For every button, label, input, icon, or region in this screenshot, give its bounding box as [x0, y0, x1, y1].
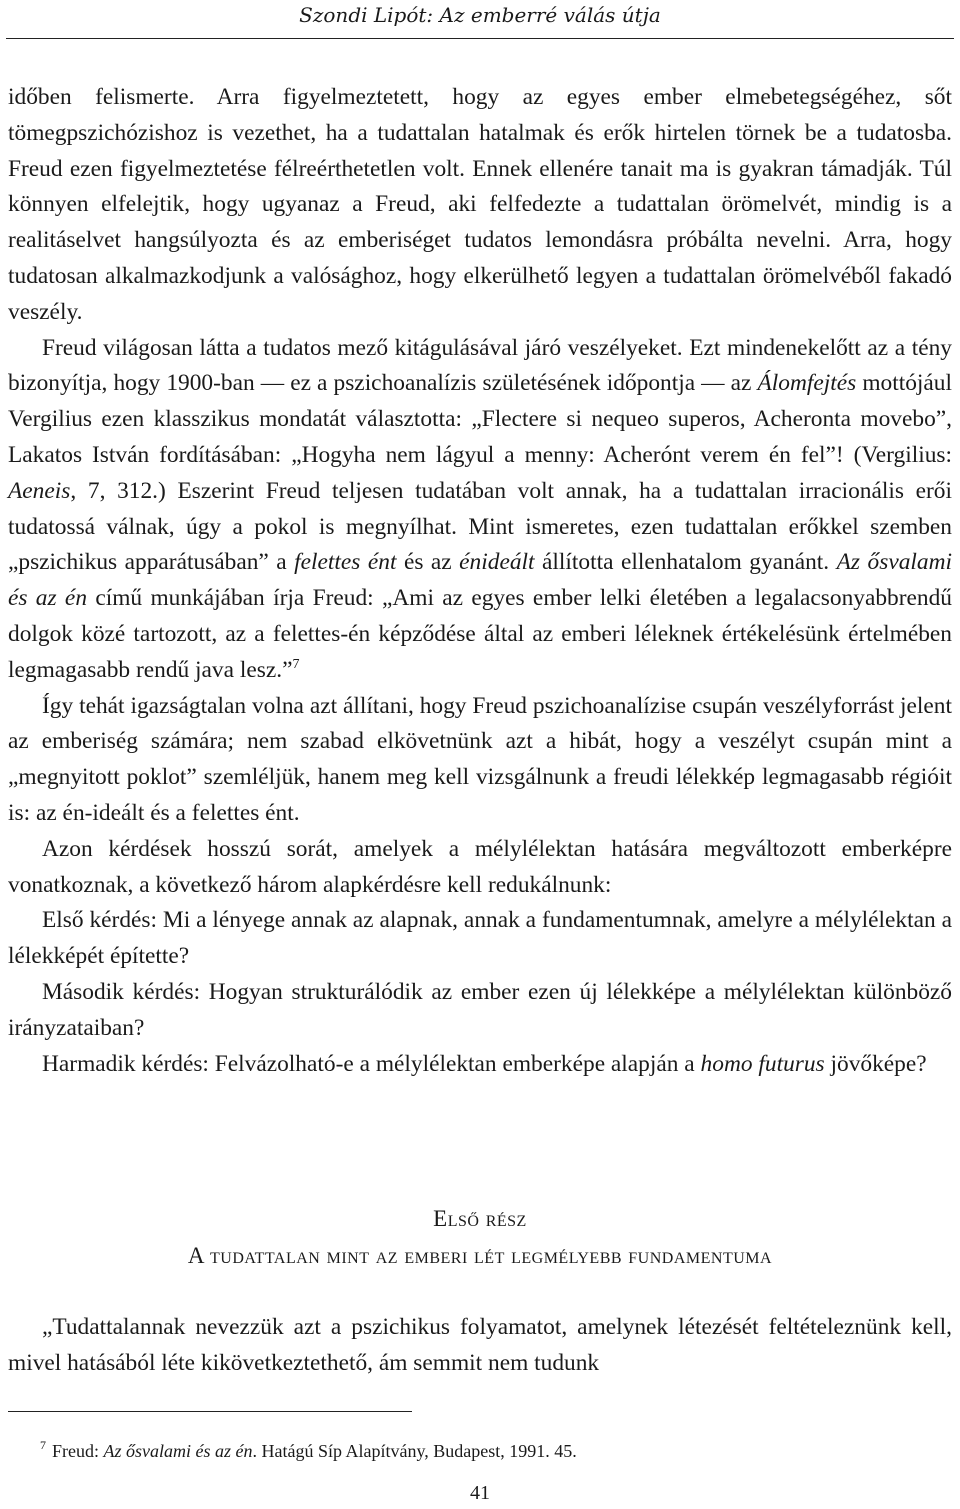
- text-run: Így tehát igazságtalan volna azt állítani, hogy Freud pszichoanalízise csupán veszélyforrást jelent az emberiség számára; nem szabad elkövetnünk azt a hibát, hogy a veszélyt csupán mint a „megnyitott poklot” szemléljük, hanem meg kell vizsgálnunk a freudi lélekkép legmagasabb régióit is: az én-ideált és a felettes ént.: [8, 692, 952, 826]
- text-run: Azon kérdések hosszú sorát, amelyek a mélylélektan hatására megváltozott emberképre vonatkoznak, a következő három alapkérdésre kell redukálnunk:: [8, 835, 952, 898]
- text-run: és az: [396, 549, 460, 576]
- italic-text: Álomfejtés: [757, 370, 857, 397]
- text-run: állította ellenhatalom gyanánt.: [534, 549, 837, 576]
- page-number: 41: [470, 1482, 490, 1504]
- text-run: Harmadik kérdés: Felvázolható-e a mélylélektan emberképe alapján a: [42, 1050, 701, 1077]
- italic-text: felettes ént: [294, 549, 397, 576]
- text-run: , 7, 312.) Eszerint Freud teljesen tudatában volt annak, ha a tudattalan irracionális erői tudatossá válnak, úgy a pokol is megnyílhat. Mint ismeretes, ezen tudattalan erőkkel szemben „pszichikus apparátusában” a: [8, 477, 952, 576]
- part-title: Első rész: [433, 1206, 527, 1231]
- body-text: [8, 80, 952, 1082]
- paragraph: [8, 1047, 952, 1083]
- quote-text: „Tudattalannak nevezzük azt a pszichikus folyamatot, amelynek létezését feltételeznünk kell, mivel hatásából léte kikövetkeztethető, ám semmit nem tudunk: [8, 1314, 952, 1376]
- running-header: [0, 0, 960, 36]
- italic-text: Az ősvalami és az én: [8, 549, 952, 612]
- running-title: Szondi Lipót: Az emberré válás útja: [299, 3, 661, 27]
- italic-text: homo futurus: [700, 1050, 825, 1077]
- chapter-title: A tudattalan mint az emberi lét legmélyebb fundamentuma: [187, 1243, 773, 1268]
- text-run: mottójául Vergilius ezen klasszikus mondatát választotta: „Flectere si nequeo superos, Acheronta movebo”, Lakatos István fordításában: „Hogyha nem lágyul a menny: Acherónt verem én fel”! (Vergilius:: [8, 370, 952, 468]
- text-run: jövőképe?: [824, 1050, 927, 1077]
- text-run: Első kérdés: Mi a lényege annak az alapnak, annak a fundamentumnak, amelyre a mélylélektan a lélekképét építette?: [8, 907, 952, 970]
- paragraph: [8, 331, 952, 689]
- text-run: Második kérdés: Hogyan strukturálódik az ember ezen új lélekképe a mélylélektan különböző irányzataiban?: [8, 978, 952, 1041]
- italic-text: Aeneis: [8, 477, 71, 504]
- footnote-prefix: Freud:: [52, 1441, 104, 1461]
- footnote-title: Az ősvalami és az én: [103, 1441, 253, 1461]
- text-run: Freud világosan látta a tudatos mező kitágulásával járó veszélyeket. Ezt mindenekelőtt az a tény bizonyítja, hogy 1900-ban — ez a pszichoanalízis születésének időpontja — az: [8, 334, 952, 397]
- footnote-number: 7: [40, 1438, 46, 1452]
- footnote-reference: 7: [292, 656, 300, 672]
- italic-text: énideált: [459, 549, 535, 576]
- text-run: időben felismerte. Arra figyelmeztetett, hogy az egyes ember elmebetegségéhez, sőt tömegpszichózishoz is vezethet, ha a tudattalan hatalmak és erők hirtelen törnek be a tudatosba. Freud ezen figyelmeztetése félreérthetetlen volt. Ennek ellenére tanait ma is gyakran támadják. Túl könnyen elfelejtik, hogy ugyanaz a Freud, aki felfedezte a tudattalan örömelvét, mindig is a realitáselvet hangsúlyozta és az emberiséget tudatos lemondásra próbálta nevelni. Arra, hogy tudatosan alkalmazkodjunk a valósághoz, hogy elkerülhető legyen a tudattalan örömelvéből fakadó veszély.: [8, 84, 952, 325]
- paragraph: [8, 975, 952, 1047]
- paragraph: [8, 832, 952, 904]
- footnote: [40, 1431, 952, 1465]
- paragraph: [8, 80, 952, 331]
- paragraph: [8, 903, 952, 975]
- footnote-suffix: . Hatágú Síp Alapítvány, Budapest, 1991. 45.: [252, 1441, 577, 1461]
- text-run: című munkájában írja Freud: „Ami az egyes ember lelki életében a legalacsonyabbrendű dolgok közé tartozott, az a felettes-én képződése által az emberi léleknek értékelésünk értelmében legmagasabb rendű java lesz.”: [8, 585, 952, 683]
- paragraph: [8, 689, 952, 832]
- footnote-rule: [8, 1411, 412, 1412]
- quote-block: [8, 1310, 952, 1382]
- header-rule: [6, 38, 954, 39]
